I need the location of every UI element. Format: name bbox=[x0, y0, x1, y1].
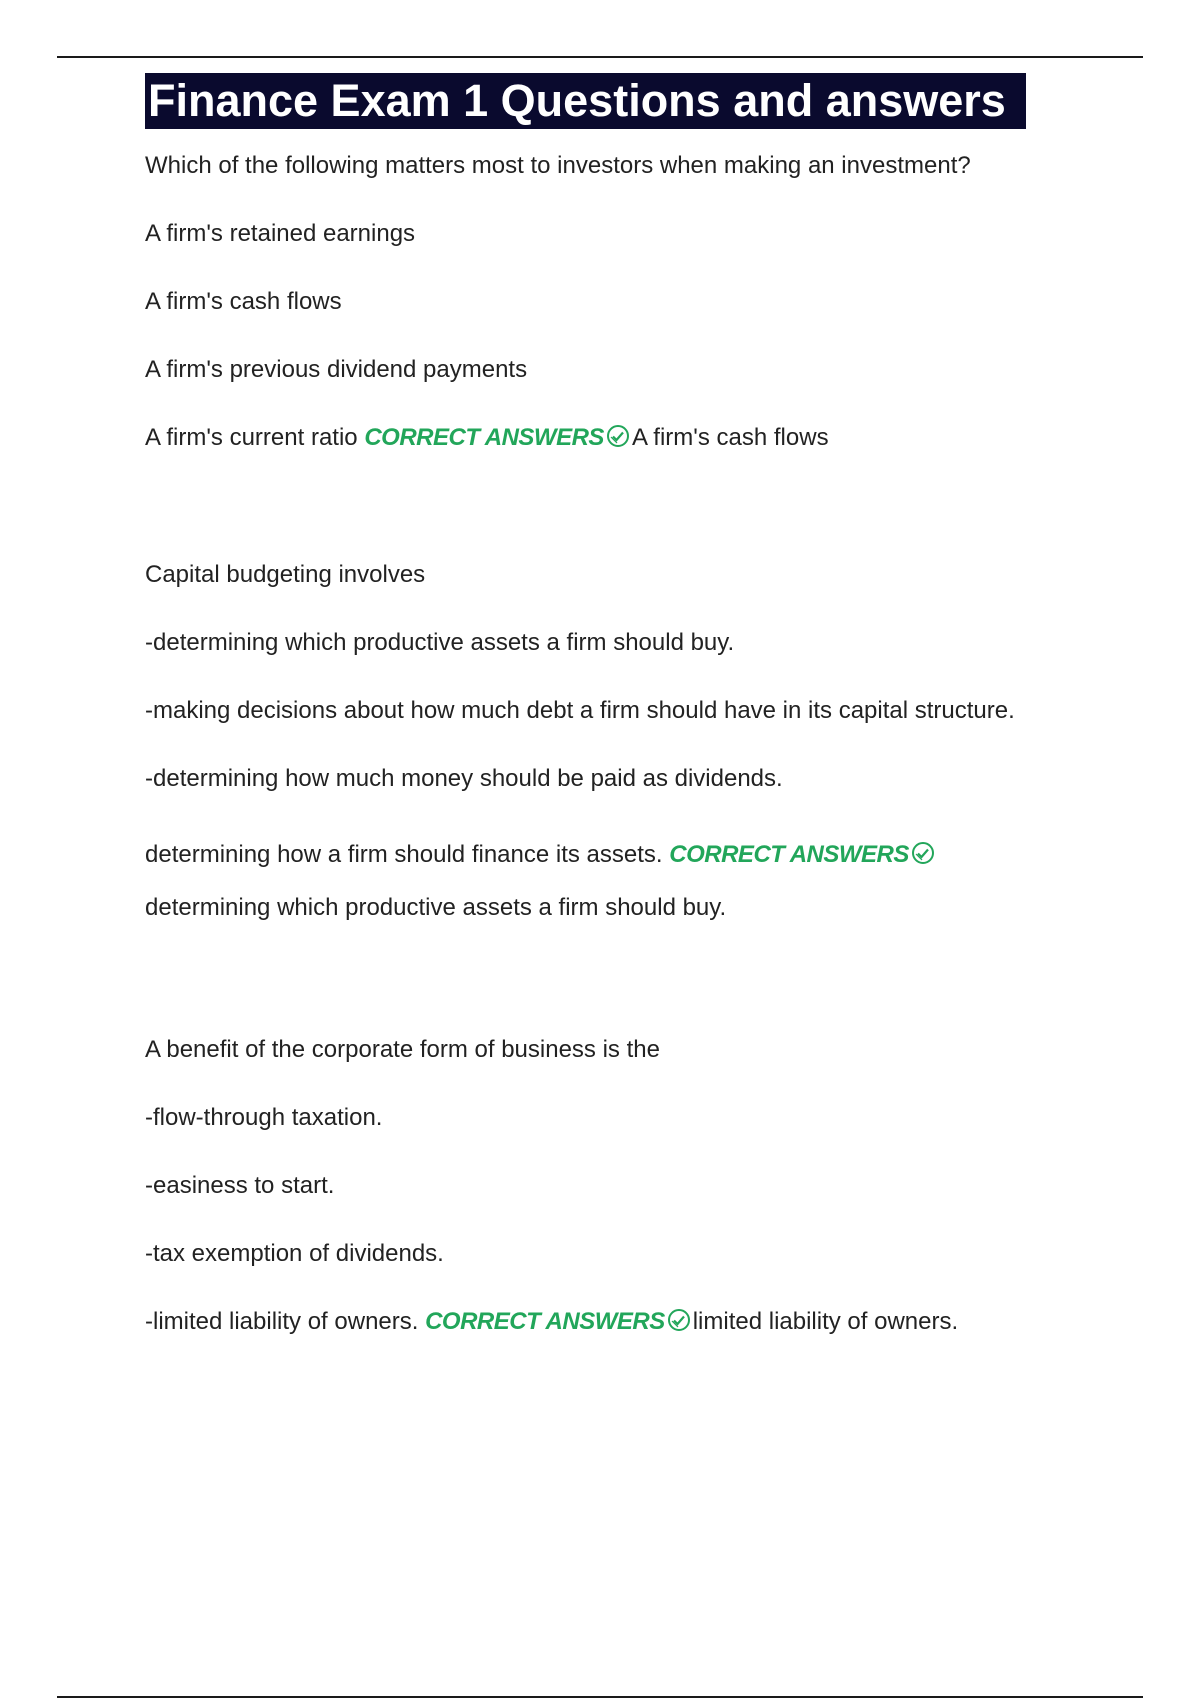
question-text: A benefit of the corporate form of business is the bbox=[145, 1036, 660, 1063]
spacer bbox=[145, 967, 1095, 1033]
correct-answers-label: CORRECT ANSWERS bbox=[669, 841, 909, 868]
question-block-1 bbox=[145, 149, 1095, 458]
answer-text: A firm's cash flows bbox=[631, 424, 829, 451]
option-item: -making decisions about how much debt a firm should have in its capital structure. bbox=[145, 697, 1015, 724]
question-block-3 bbox=[145, 1033, 1095, 1342]
question-text: Capital budgeting involves bbox=[145, 561, 426, 588]
bottom-rule bbox=[57, 1696, 1143, 1698]
option-with-answer bbox=[145, 830, 1095, 933]
option-with-answer bbox=[145, 1305, 1095, 1342]
option-item: -determining how much money should be paid as dividends. bbox=[145, 765, 783, 792]
check-badge-icon bbox=[667, 1308, 691, 1342]
question-block-2 bbox=[145, 558, 1095, 933]
page-title: Finance Exam 1 Questions and answers bbox=[145, 73, 1026, 129]
option-item: A firm's previous dividend payments bbox=[145, 356, 528, 383]
correct-answers-label: CORRECT ANSWERS bbox=[364, 424, 604, 451]
option-item: A firm's current ratio bbox=[145, 424, 358, 451]
spacer bbox=[145, 492, 1095, 558]
option-item: determining how a firm should finance its assets. bbox=[145, 841, 663, 868]
question-text: Which of the following matters most to investors when making an investment? bbox=[145, 152, 971, 179]
top-rule bbox=[57, 56, 1143, 58]
correct-answers-label: CORRECT ANSWERS bbox=[425, 1308, 665, 1335]
option-item: -tax exemption of dividends. bbox=[145, 1240, 444, 1267]
option-item: A firm's cash flows bbox=[145, 288, 342, 315]
answer-text: determining which productive assets a firm should buy. bbox=[145, 894, 727, 921]
option-item: -flow-through taxation. bbox=[145, 1104, 383, 1131]
option-with-answer bbox=[145, 421, 1095, 458]
check-badge-icon bbox=[606, 424, 630, 458]
option-item: -limited liability of owners. bbox=[145, 1308, 419, 1335]
document-body bbox=[145, 73, 1095, 1376]
option-item: A firm's retained earnings bbox=[145, 220, 416, 247]
option-item: -determining which productive assets a firm should buy. bbox=[145, 629, 735, 656]
answer-text: limited liability of owners. bbox=[692, 1308, 959, 1335]
check-badge-icon bbox=[911, 833, 935, 883]
option-item: -easiness to start. bbox=[145, 1172, 335, 1199]
